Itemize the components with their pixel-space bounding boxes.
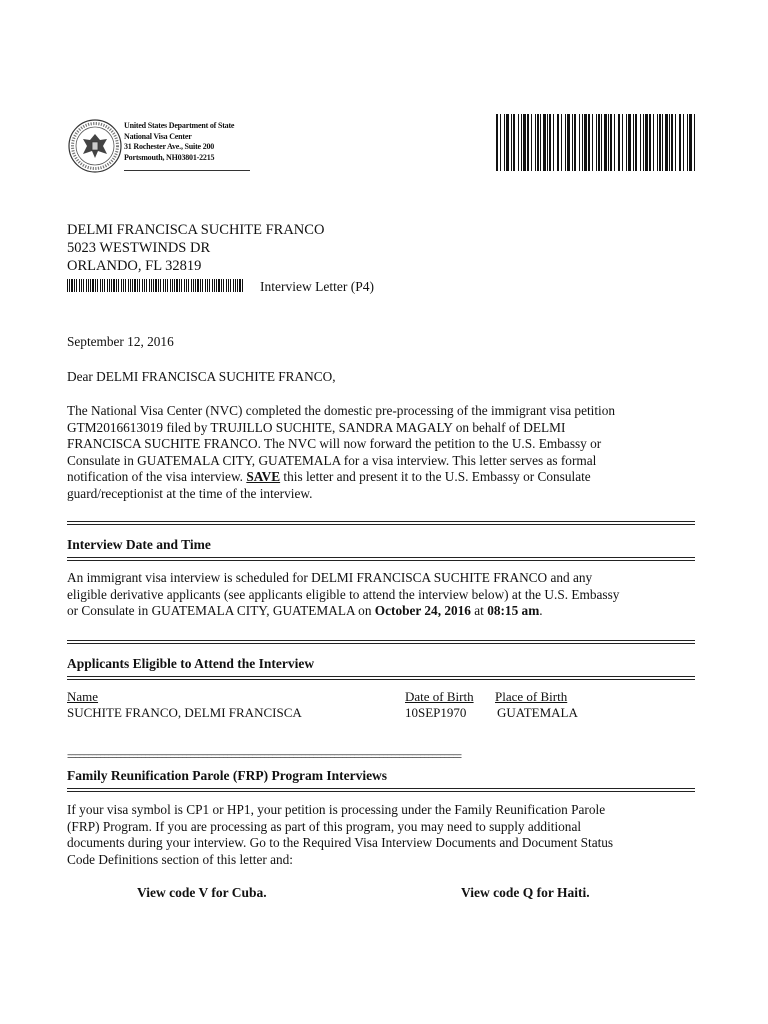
intro-line: notification of the visa interview. SAVE this letter and present it to the U.S. Embassy or Consulate (67, 469, 591, 485)
intro-line: guard/receptionist at the time of the interview. (67, 485, 313, 501)
section-divider (67, 521, 695, 525)
intro-line: GTM2016613019 filed by TRUJILLO SUCHITE, SANDRA MAGALY on behalf of DELMI (67, 419, 566, 435)
section-divider (67, 557, 695, 561)
salutation: Dear DELMI FRANCISCA SUCHITE FRANCO, (67, 369, 336, 384)
section-divider (67, 640, 695, 644)
recipient-city: ORLANDO, FL 32819 (67, 258, 202, 274)
section-divider (67, 676, 695, 680)
section-divider (67, 788, 695, 792)
sender-line-1: United States Department of State (124, 121, 235, 130)
sender-line-3: 31 Rochester Ave., Suite 200 (124, 142, 215, 151)
frp-section-title: Family Reunification Parole (FRP) Program Interviews (67, 768, 388, 783)
sender-address (124, 121, 234, 163)
recipient-name: DELMI FRANCISCA SUCHITE FRANCO (67, 222, 325, 238)
frp-paragraph: If your visa symbol is CP1 or HP1, your petition is processing under the Family Reunification Parole (FRP) Program. If you are processing as part of this program, you may need to supply additional documents during your interview. Go to the Required Visa Interview Documents and Document Status Code Definitions section of this letter and: (67, 802, 614, 867)
interview-section-title: Interview Date and Time (67, 537, 211, 552)
sender-line-4: Portsmouth, NH03801-2215 (124, 152, 215, 162)
sender-line-2: National Visa Center (124, 131, 192, 141)
department-of-state-seal-icon (67, 118, 123, 174)
column-header-pob: Place of Birth (495, 689, 568, 704)
interview-paragraph: An immigrant visa interview is scheduled for DELMI FRANCISCA SUCHITE FRANCO and any eligible derivative applicants (see applicants eligible to attend the interview below) at the U.S. Embassy or Consulate in GUATEMALA CITY, GUATEMALA on October 24, 2016 at 08:15 am. (67, 570, 620, 619)
view-code-haiti: View code Q for Haiti. (461, 885, 590, 900)
letter-type: Interview Letter (P4) (260, 279, 374, 294)
intro-line: FRANCISCA SUCHITE FRANCO. The NVC will now forward the petition to the U.S. Embassy or (67, 436, 602, 452)
recipient-address (67, 221, 324, 275)
intro-paragraph (67, 403, 707, 503)
column-header-dob: Date of Birth (405, 689, 474, 704)
section-divider: ================================================================================================ (67, 754, 461, 760)
view-code-cuba: View code V for Cuba. (137, 885, 267, 900)
applicant-pob: GUATEMALA (497, 705, 578, 720)
intro-line: Consulate in GUATEMALA CITY, GUATEMALA for a visa interview. This letter serves as formal (67, 452, 597, 468)
sender-underline (124, 170, 250, 171)
intro-line: The National Visa Center (NVC) completed the domestic pre-processing of the immigrant visa petition (67, 403, 616, 418)
interview-date: October 24, 2016 (374, 603, 471, 619)
column-header-name: Name (67, 689, 99, 704)
applicant-dob: 10SEP1970 (405, 705, 467, 720)
applicant-name: SUCHITE FRANCO, DELMI FRANCISCA (67, 705, 302, 720)
letter-date: September 12, 2016 (67, 334, 174, 349)
interview-time: 08:15 am (487, 603, 540, 619)
save-emphasis: SAVE (246, 469, 281, 485)
postal-barcode-icon (67, 279, 243, 292)
applicants-section-title: Applicants Eligible to Attend the Interview (67, 656, 315, 671)
case-barcode-icon (496, 114, 695, 171)
recipient-street: 5023 WESTWINDS DR (67, 240, 211, 256)
